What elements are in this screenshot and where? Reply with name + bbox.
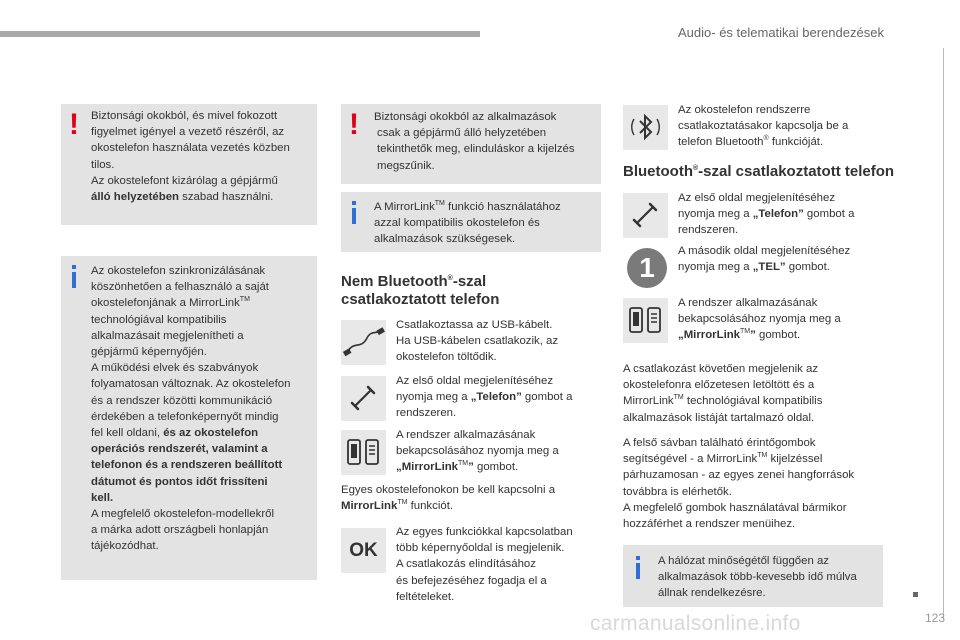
text: gombot a bbox=[803, 208, 855, 221]
chapter-badge: 1 bbox=[627, 248, 667, 288]
text-line: tekinthetők meg, elinduláskor a kijelzés bbox=[377, 143, 575, 156]
text-line: A csatlakozás elindításához bbox=[396, 558, 536, 571]
text-line: gépjármű képernyőjén. bbox=[91, 346, 207, 359]
text-line: továbbra is elérhetők. bbox=[623, 485, 732, 498]
text-line: A rendszer alkalmazásának bbox=[678, 297, 818, 309]
text-line: alkalmazásait megjelenítheti a bbox=[91, 329, 244, 342]
text-line bbox=[91, 457, 311, 473]
text: nyomja meg a bbox=[678, 208, 753, 221]
text: -szal csatlakoztatott telefon bbox=[698, 163, 895, 180]
paragraph-touch-buttons bbox=[623, 435, 854, 532]
page-number: 123 bbox=[925, 611, 946, 625]
text: gombot. bbox=[755, 329, 801, 342]
info-box-2 bbox=[341, 192, 601, 252]
text-line: párhuzamosan - az egyes zenei hangforrások bbox=[623, 469, 855, 482]
text: gombot. bbox=[473, 461, 519, 474]
step-usb-text bbox=[396, 317, 558, 366]
registered-mark: ® bbox=[447, 275, 453, 282]
text: csatlakoztatott telefon bbox=[341, 291, 500, 308]
text: telefon Bluetooth bbox=[678, 136, 764, 149]
info-box-3 bbox=[623, 545, 883, 607]
bold-text: ” bbox=[750, 329, 756, 342]
text-line: alkalmazások szükségesek. bbox=[374, 233, 516, 246]
text-line: Biztonsági okokból, és mivel fokozott bbox=[91, 110, 278, 122]
text-line: okostelefon töltődik. bbox=[396, 351, 497, 364]
text-line: Ha USB-kábelen csatlakozik, az bbox=[396, 335, 559, 348]
warning-box-2 bbox=[341, 104, 601, 184]
text: segítségével - a MirrorLink bbox=[623, 453, 758, 466]
text: nyomja meg a bbox=[678, 261, 753, 274]
text-line bbox=[678, 134, 848, 150]
text-line: Biztonsági okokból az alkalmazások bbox=[374, 111, 557, 123]
step-tel-text bbox=[678, 243, 850, 275]
warning-box-1 bbox=[61, 104, 317, 225]
ok-label: OK bbox=[349, 540, 378, 561]
text-line bbox=[396, 459, 559, 475]
text-line: okostelefonra előzetesen letöltött és a bbox=[623, 379, 815, 392]
bold-text: MirrorLink bbox=[341, 500, 398, 513]
text-line: alkalmazások listáját tartalmazó oldal. bbox=[623, 411, 815, 424]
text: A MirrorLink bbox=[374, 201, 435, 213]
text-line: Az okostelefont kizárólag a gépjármű bbox=[91, 174, 278, 187]
text-line: okostelefon használata vezetés közben bbox=[91, 142, 290, 155]
text-line: feltételeket. bbox=[396, 590, 455, 603]
text-line: azzal kompatibilis okostelefon és bbox=[374, 217, 540, 230]
bold-text: „MirrorLink bbox=[396, 461, 459, 474]
text-line: figyelmet igényel a vezető részéről, az bbox=[91, 126, 285, 139]
text-line: A csatlakozást követően megjelenik az bbox=[623, 363, 819, 375]
text-line bbox=[623, 393, 822, 409]
text: nyomja meg a bbox=[396, 391, 471, 404]
text-line: rendszeren. bbox=[678, 224, 739, 237]
text-line bbox=[678, 259, 850, 275]
bold-text: operációs rendszerét, valamint a bbox=[91, 443, 268, 456]
text-line: A megfelelő okostelefon-modellekről bbox=[91, 508, 274, 521]
bluetooth-icon bbox=[623, 105, 668, 150]
page-marker bbox=[913, 592, 918, 597]
text-line bbox=[341, 498, 555, 514]
trademark: TM bbox=[458, 460, 469, 468]
text-line bbox=[91, 425, 311, 441]
mirrorlink-icon bbox=[623, 298, 668, 343]
text-line: a márka adott országbeli honlapján bbox=[91, 524, 269, 537]
text-line: rendszeren. bbox=[396, 407, 457, 420]
header-bar bbox=[0, 31, 480, 37]
text: Nem Bluetooth bbox=[341, 273, 448, 290]
registered-mark: ® bbox=[763, 135, 769, 143]
text-line: csak a gépjármű álló helyzetében bbox=[377, 127, 547, 140]
heading-bluetooth bbox=[623, 163, 894, 181]
text-line: Egyes okostelefonokon be kell kapcsolni a bbox=[341, 484, 556, 496]
mirrorlink-note bbox=[341, 482, 555, 514]
text-line: állnak rendelkezésre. bbox=[658, 587, 766, 600]
text-line: hozzáférhet a rendszer menüihez. bbox=[623, 518, 796, 531]
step-bluetooth-text bbox=[678, 102, 848, 151]
trademark: TM bbox=[239, 296, 250, 304]
paragraph-app-list bbox=[623, 361, 822, 426]
text: gombot a bbox=[521, 391, 573, 404]
bold-text: ” bbox=[468, 461, 474, 474]
text: szabad használni. bbox=[179, 191, 274, 204]
text: fel kell oldani, bbox=[91, 427, 164, 440]
warning-icon: ! bbox=[349, 108, 359, 141]
text-line: tilos. bbox=[91, 158, 115, 171]
phone-handset-icon bbox=[623, 193, 668, 238]
text: Bluetooth bbox=[623, 163, 693, 180]
text-line: bekapcsolásához nyomja meg a bbox=[678, 313, 841, 326]
section-title: Audio- és telematikai berendezések bbox=[678, 25, 884, 40]
heading-non-bluetooth bbox=[341, 273, 499, 309]
text-line: Az első oldal megjelenítéséhez bbox=[396, 375, 554, 387]
phone-handset-icon bbox=[341, 376, 386, 421]
page-edge-rule bbox=[943, 48, 944, 618]
text: funkció használatához bbox=[444, 201, 561, 213]
step-mirrorlink-text bbox=[678, 295, 841, 344]
warning-icon: ! bbox=[69, 108, 79, 141]
text-line bbox=[91, 189, 311, 205]
text-line: tájékozódhat. bbox=[91, 540, 159, 553]
text: funkcióját. bbox=[768, 136, 824, 149]
text-line: A felső sávban található érintőgombok bbox=[623, 437, 816, 449]
text-line: A második oldal megjelenítéséhez bbox=[678, 245, 851, 257]
text-line: csatlakoztatásakor kapcsolja be a bbox=[678, 120, 849, 133]
trademark: TM bbox=[740, 328, 751, 336]
text-line: több képernyőoldal is megjelenik. bbox=[396, 542, 565, 555]
text-line bbox=[91, 490, 311, 506]
text-line: A rendszer alkalmazásának bbox=[396, 429, 536, 441]
step-mirrorlink-text bbox=[396, 427, 559, 476]
text-line bbox=[623, 451, 854, 467]
bold-text: és az okostelefon bbox=[163, 427, 259, 440]
bold-text: telefonon és a rendszeren beállított bbox=[91, 459, 283, 472]
ok-button-icon bbox=[341, 528, 386, 573]
text-line bbox=[91, 474, 311, 490]
text: MirrorLink bbox=[623, 395, 674, 408]
text: kijelzéssel bbox=[767, 453, 823, 466]
text-line: és a rendszer közötti kommunikáció bbox=[91, 394, 273, 407]
trademark: TM bbox=[757, 452, 768, 460]
text-line: megszűnik. bbox=[377, 159, 435, 172]
registered-mark: ® bbox=[692, 165, 699, 172]
text-line bbox=[396, 389, 572, 405]
bold-text: álló helyzetében bbox=[91, 191, 179, 204]
trademark: TM bbox=[397, 499, 408, 507]
watermark: carmanualsonline.info bbox=[590, 612, 801, 635]
bold-text: „MirrorLink bbox=[678, 329, 741, 342]
step-ok-text bbox=[396, 524, 573, 605]
text-line: Az okostelefon szinkronizálásának bbox=[91, 265, 266, 277]
text-line: technológiával kompatibilis bbox=[91, 313, 227, 326]
text-line: Az okostelefon rendszerre bbox=[678, 104, 811, 116]
text-line: és befejezéséhez fogadja el a bbox=[396, 574, 547, 587]
trademark: TM bbox=[673, 394, 684, 402]
text-line: Az első oldal megjelenítéséhez bbox=[678, 192, 836, 204]
trademark: TM bbox=[434, 200, 445, 208]
text-line bbox=[91, 295, 311, 311]
usb-cable-icon bbox=[341, 320, 386, 365]
text-line: bekapcsolásához nyomja meg a bbox=[396, 445, 559, 458]
bold-text: dátumot és pontos időt frissíteni bbox=[91, 475, 268, 488]
bold-text: „Telefon” bbox=[752, 208, 804, 221]
step-phone-text bbox=[678, 190, 854, 239]
text-line: Az egyes funkciókkal kapcsolatban bbox=[396, 526, 573, 538]
info-box-1 bbox=[61, 256, 317, 580]
mirrorlink-icon bbox=[341, 430, 386, 475]
text: technológiával kompatibilis bbox=[683, 395, 823, 408]
text: -szal bbox=[452, 273, 487, 290]
bold-text: „TEL” bbox=[752, 261, 786, 274]
text: gombot. bbox=[785, 261, 830, 274]
text-line bbox=[374, 199, 595, 215]
text-line: alkalmazások több-kevesebb idő múlva bbox=[658, 571, 857, 584]
step-phone-text bbox=[396, 373, 572, 422]
bold-text: kell. bbox=[91, 491, 114, 504]
text-line: Csatlakoztassa az USB-kábelt. bbox=[396, 319, 553, 331]
text-line: köszönhetően a felhasználó a saját bbox=[91, 281, 269, 294]
text-line: A működési elvek és szabványok bbox=[91, 362, 259, 375]
text: okostelefonjának a MirrorLink bbox=[91, 297, 240, 310]
bold-text: „Telefon” bbox=[470, 391, 522, 404]
text-line: érdekében a telefonképernyőt mindig bbox=[91, 410, 279, 423]
text-line: A hálózat minőségétől függően az bbox=[658, 555, 829, 567]
text-line bbox=[678, 327, 841, 343]
text-line bbox=[91, 441, 311, 457]
text-line: A megfelelő gombok használatával bármikor bbox=[623, 501, 847, 514]
text-line bbox=[678, 206, 854, 222]
text-line: folyamatosan változnak. Az okostelefon bbox=[91, 378, 291, 391]
text: funkciót. bbox=[407, 500, 454, 513]
